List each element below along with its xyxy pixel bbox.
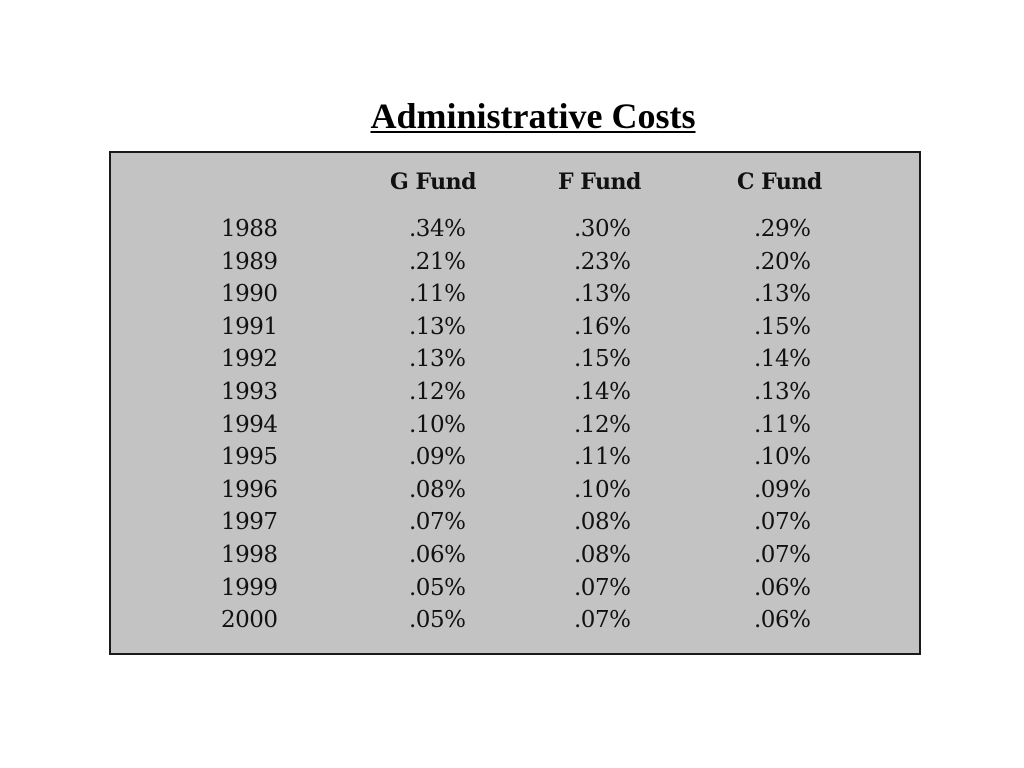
g-fund-cell: .05% xyxy=(409,574,466,601)
f-fund-cell: .07% xyxy=(574,574,631,601)
year-cell: 1993 xyxy=(221,378,278,405)
year-cell: 1995 xyxy=(221,444,278,471)
c-fund-cell: .07% xyxy=(754,541,811,568)
c-fund-cell: .10% xyxy=(754,444,811,471)
f-fund-cell: .13% xyxy=(574,281,631,308)
c-fund-cell: .20% xyxy=(754,248,811,275)
g-fund-cell: .05% xyxy=(409,607,466,634)
g-fund-cell: .13% xyxy=(409,313,466,340)
g-fund-cell: .07% xyxy=(409,509,466,536)
f-fund-cell: .08% xyxy=(574,509,631,536)
table-row xyxy=(0,506,1024,539)
g-fund-cell: .09% xyxy=(409,444,466,471)
year-cell: 2000 xyxy=(221,607,278,634)
f-fund-cell: .10% xyxy=(574,476,631,503)
f-fund-cell: .07% xyxy=(574,607,631,634)
table-row xyxy=(0,311,1024,344)
f-fund-cell: .14% xyxy=(574,378,631,405)
year-cell: 1999 xyxy=(221,574,278,601)
f-fund-cell: .08% xyxy=(574,541,631,568)
f-fund-cell: .23% xyxy=(574,248,631,275)
column-header-f-fund: F Fund xyxy=(558,169,641,195)
f-fund-cell: .16% xyxy=(574,313,631,340)
table-row xyxy=(0,604,1024,637)
c-fund-cell: .29% xyxy=(754,216,811,242)
g-fund-cell: .34% xyxy=(409,216,466,242)
g-fund-cell: .12% xyxy=(409,378,466,405)
year-cell: 1990 xyxy=(221,281,278,308)
table-row xyxy=(0,278,1024,311)
f-fund-cell: .15% xyxy=(574,346,631,373)
c-fund-cell: .09% xyxy=(754,476,811,503)
costs-table-body xyxy=(0,213,1024,637)
table-row xyxy=(0,441,1024,474)
table-row xyxy=(0,539,1024,572)
f-fund-cell: .12% xyxy=(574,411,631,438)
g-fund-cell: .11% xyxy=(409,281,466,308)
table-row xyxy=(0,343,1024,376)
year-cell: 1988 xyxy=(221,216,278,242)
year-cell: 1989 xyxy=(221,248,278,275)
g-fund-cell: .06% xyxy=(409,541,466,568)
c-fund-cell: .13% xyxy=(754,281,811,308)
g-fund-cell: .13% xyxy=(409,346,466,373)
c-fund-cell: .13% xyxy=(754,378,811,405)
c-fund-cell: .06% xyxy=(754,574,811,601)
g-fund-cell: .08% xyxy=(409,476,466,503)
c-fund-cell: .14% xyxy=(754,346,811,373)
g-fund-cell: .10% xyxy=(409,411,466,438)
table-row xyxy=(0,572,1024,605)
table-row xyxy=(0,474,1024,507)
c-fund-cell: .11% xyxy=(754,411,811,438)
year-cell: 1998 xyxy=(221,541,278,568)
year-cell: 1992 xyxy=(221,346,278,373)
year-cell: 1994 xyxy=(221,411,278,438)
year-cell: 1991 xyxy=(221,313,278,340)
table-row xyxy=(0,376,1024,409)
c-fund-cell: .06% xyxy=(754,607,811,634)
year-cell: 1997 xyxy=(221,509,278,536)
f-fund-cell: .30% xyxy=(574,216,631,242)
page-title: Administrative Costs xyxy=(370,96,696,136)
c-fund-cell: .15% xyxy=(754,313,811,340)
column-header-g-fund: G Fund xyxy=(390,169,477,195)
table-row xyxy=(0,213,1024,246)
c-fund-cell: .07% xyxy=(754,509,811,536)
year-cell: 1996 xyxy=(221,476,278,503)
column-header-c-fund: C Fund xyxy=(737,169,822,195)
table-row xyxy=(0,246,1024,279)
g-fund-cell: .21% xyxy=(409,248,466,275)
table-row xyxy=(0,409,1024,442)
f-fund-cell: .11% xyxy=(574,444,631,471)
